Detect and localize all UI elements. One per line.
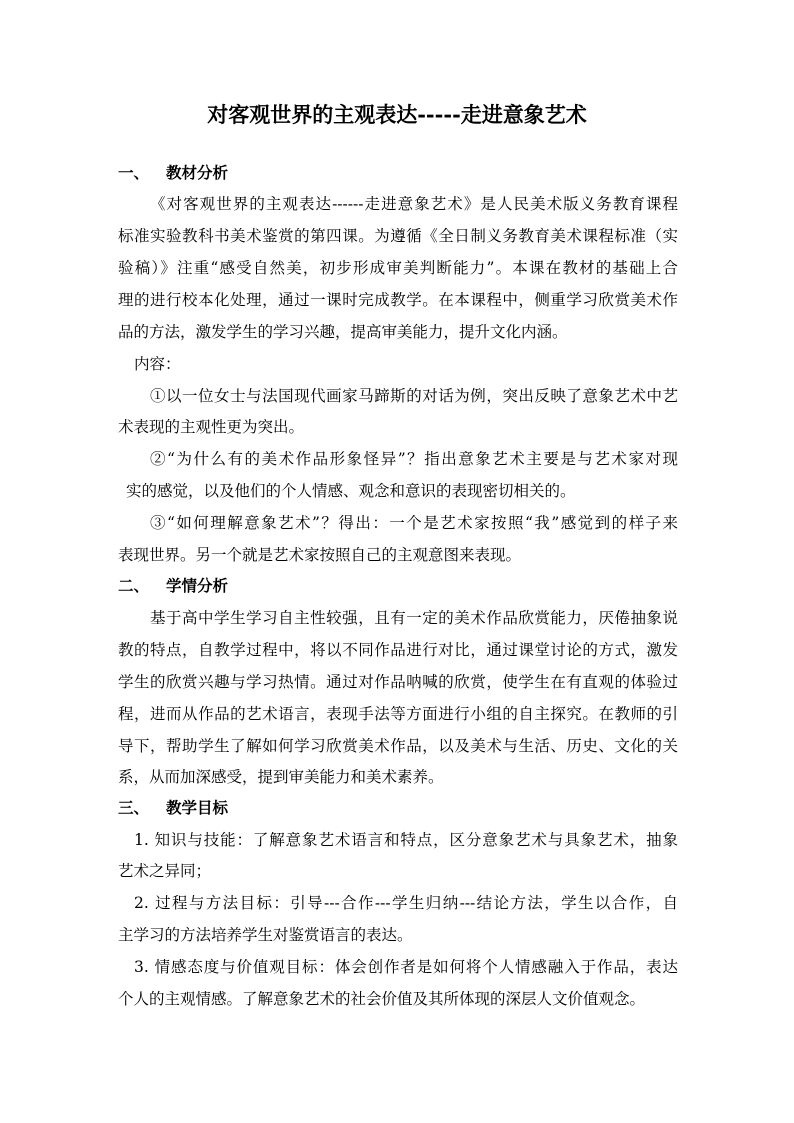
paragraph-line: 表现世界。另一个就是艺术家按照自己的主观意图来表现。 (118, 546, 522, 564)
paragraph-line: 实的感觉，以及他们的个人情感、观念和意识的表现密切相关的。 (126, 482, 576, 500)
paragraph-line: 内容： (134, 355, 181, 373)
section-number: 一、 (118, 163, 150, 182)
paragraph-line: 艺术之异同； (118, 862, 212, 880)
paragraph-line: 品的方法，激发学生的学习兴趣，提高审美能力，提升文化内涵。 (118, 323, 568, 341)
paragraph-line: 2. 过程与方法目标：引导---合作---学生归纳---结论方法，学生以合作，自 (134, 894, 678, 912)
section-title: 教材分析 (166, 163, 229, 182)
paragraph-line: 《对客观世界的主观表达------走进意象艺术》是人民美术版义务教育课程 (150, 195, 678, 213)
paragraph-line: 标准实验教科书美术鉴赏的第四课。为遵循《全日制义务教育美术课程标准（实 (118, 227, 678, 245)
paragraph-line: 1. 知识与技能：了解意象艺术语言和特点，区分意象艺术与具象艺术，抽象 (134, 831, 678, 849)
paragraph-line: 3. 情感态度与价值观目标：体会创作者是如何将个人情感融入于作品，表达 (134, 958, 678, 976)
paragraph-line: ①以一位女士与法国现代画家马蹄斯的对话为例，突出反映了意象艺术中艺 (150, 387, 678, 405)
paragraph-line: 主学习的方法培养学生对鉴赏语言的表达。 (118, 926, 413, 944)
document-title: 对客观世界的主观表达-----走进意象艺术 (207, 102, 587, 127)
section-number: 三、 (118, 798, 150, 817)
paragraph-line: 学生的欣赏兴趣与学习热情。通过对作品呐喊的欣赏，使学生在有直观的体验过 (118, 673, 678, 691)
section-title: 学情分析 (166, 576, 229, 595)
paragraph-line: ②“为什么有的美术作品形象怪异”？指出意象艺术主要是与艺术家对现 (150, 450, 678, 468)
paragraph-line: ③“如何理解意象艺术”？得出：一个是艺术家按照“我”感觉到的样子来 (150, 514, 678, 532)
paragraph-line: 验稿）》注重“感受自然美，初步形成审美判断能力”。本课在教材的基础上合 (118, 259, 678, 277)
paragraph-line: 理的进行校本化处理，通过一课时完成教学。在本课程中，侧重学习欣赏美术作 (118, 291, 678, 309)
section-heading-3 (118, 797, 228, 819)
paragraph-line: 个人的主观情感。了解意象艺术的社会价值及其所体现的深层人文价值观念。 (118, 990, 646, 1008)
section-heading-2 (118, 575, 228, 597)
paragraph-line: 系，从而加深感受，提到审美能力和美术素养。 (118, 768, 444, 786)
section-heading-1 (118, 162, 228, 184)
section-title: 教学目标 (166, 798, 229, 817)
section-number: 二、 (118, 576, 150, 595)
paragraph-line: 导下，帮助学生了解如何学习欣赏美术作品，以及美术与生活、历史、文化的关 (118, 737, 678, 755)
paragraph-line: 教的特点，自教学过程中，将以不同作品进行对比，通过课堂讨论的方式，激发 (118, 641, 678, 659)
paragraph-line: 术表现的主观性更为突出。 (118, 418, 305, 436)
paragraph-line: 程，进而从作品的艺术语言，表现手法等方面进行小组的自主探究。在教师的引 (118, 705, 678, 723)
paragraph-line: 基于高中学生学习自主性较强，且有一定的美术作品欣赏能力，厌倦抽象说 (150, 609, 678, 627)
